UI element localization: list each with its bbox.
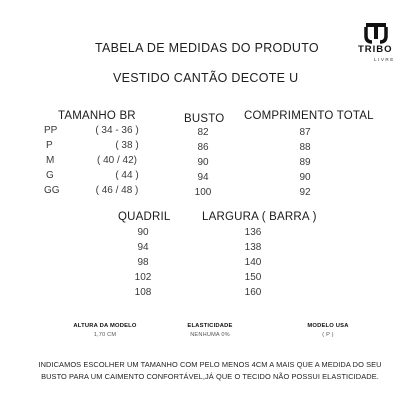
sizing-note-line-1: INDICAMOS ESCOLHER UM TAMANHO COM PELO MENOS 4CM A MAIS QUE A MEDIDA DO SEU <box>38 360 382 369</box>
busto-value: 86 <box>197 142 209 153</box>
comprimento-value: 87 <box>299 127 311 138</box>
busto-value: 90 <box>197 157 209 168</box>
largura-value: 136 <box>244 227 262 238</box>
elasticidade-value: NENHUMA 0% <box>190 332 230 338</box>
product-name: VESTIDO CANTÃO DECOTE U <box>113 71 299 85</box>
size-label: GG <box>44 185 60 196</box>
modelo-label: MODELO USA <box>307 323 349 329</box>
altura-label: ALTURA DA MODELO <box>73 323 137 329</box>
logo-subtext: LIVRE <box>374 57 395 62</box>
size-label: P <box>46 140 53 151</box>
size-range: ( 46 / 48 ) <box>95 185 139 196</box>
header-largura-barra: LARGURA ( BARRA ) <box>202 211 317 223</box>
largura-value: 160 <box>244 287 262 298</box>
largura-value: 140 <box>244 257 262 268</box>
page-title: TABELA DE MEDIDAS DO PRODUTO <box>95 41 319 55</box>
quadril-value: 94 <box>137 242 149 253</box>
comprimento-value: 92 <box>299 187 311 198</box>
quadril-value: 108 <box>134 287 152 298</box>
quadril-value: 98 <box>137 257 149 268</box>
comprimento-value: 90 <box>299 172 311 183</box>
size-range: ( 34 - 36 ) <box>95 125 139 136</box>
quadril-value: 102 <box>134 272 152 283</box>
size-label: M <box>46 155 55 166</box>
size-label: PP <box>44 125 58 136</box>
header-tamanho-br: TAMANHO BR <box>58 110 136 122</box>
header-comprimento-total: COMPRIMENTO TOTAL <box>244 110 374 122</box>
largura-value: 150 <box>244 272 262 283</box>
modelo-value: ( P ) <box>322 332 334 338</box>
header-busto: BUSTO <box>184 113 225 125</box>
comprimento-value: 89 <box>299 157 311 168</box>
busto-value: 82 <box>197 127 209 138</box>
busto-value: 94 <box>197 172 209 183</box>
header-quadril: QUADRIL <box>118 211 171 223</box>
size-range: ( 44 ) <box>115 170 139 181</box>
brand-logo <box>352 20 404 72</box>
logo-wordmark: TRIBO <box>358 44 393 55</box>
sizing-note-line-2: BUSTO PARA UM CAIMENTO CONFORTÁVEL,JÁ QUE O TECIDO NÃO POSSUI ELASTICIDADE. <box>41 372 379 381</box>
elasticidade-label: ELASTICIDADE <box>187 323 233 329</box>
comprimento-value: 88 <box>299 142 311 153</box>
size-range: ( 40 / 42) <box>96 155 138 166</box>
size-label: G <box>46 170 54 181</box>
quadril-value: 90 <box>137 227 149 238</box>
busto-value: 100 <box>194 187 212 198</box>
size-range: ( 38 ) <box>115 140 139 151</box>
altura-value: 1,70 CM <box>93 332 117 338</box>
largura-value: 138 <box>244 242 262 253</box>
